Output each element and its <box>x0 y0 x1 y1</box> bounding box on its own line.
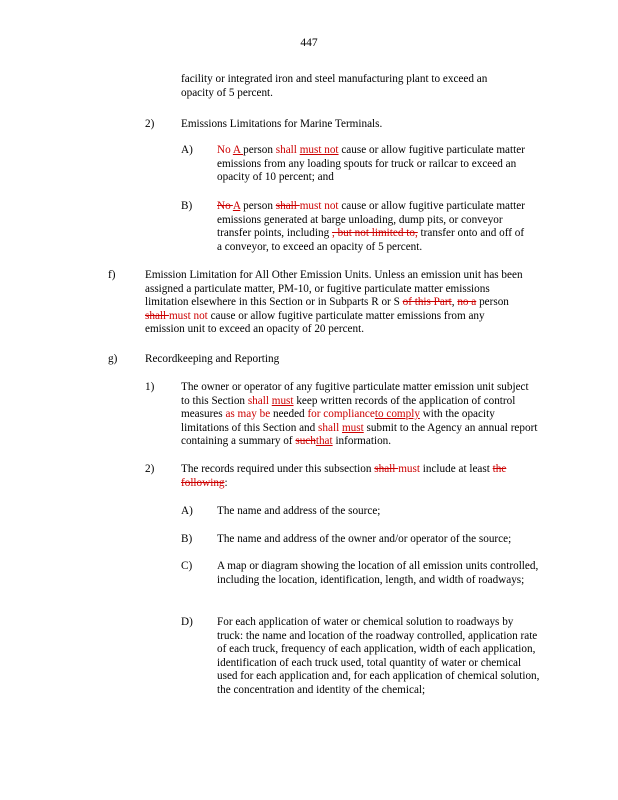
revision-inserted: must not <box>299 200 339 212</box>
item-g2-label: 2) <box>145 463 155 475</box>
item-g2c-text: A map or diagram showing the location of all emission units controlled, including the location, identification, length, and width of roadways; <box>217 560 539 586</box>
text-run: , <box>451 296 458 309</box>
item-2-label: 2) <box>145 118 155 130</box>
revision-deleted: shall <box>374 463 399 475</box>
revision-inserted: must not <box>168 309 208 322</box>
revision-inserted: to comply <box>374 408 420 421</box>
item-g2d-label: D) <box>181 616 193 628</box>
item-g2b-text: The name and address of the owner and/or operator of the source; <box>217 533 512 545</box>
text-run: : <box>224 476 228 489</box>
revision-deleted: shall <box>275 200 300 212</box>
revision-inserted: for compliance <box>307 408 375 421</box>
text-run: transfer onto and off of a conveyor, to exceed an opacity of 5 percent. <box>217 227 525 253</box>
item-2-title: Emissions Limitations for Marine Terminals. <box>181 118 383 130</box>
text-run: information. <box>332 435 392 448</box>
text-run: Emission Limitation for All Other Emission Units. Unless an emission unit has been assigned a particulate matter, PM-10, or fugitive particulate matter emissions limitation elsewhere in this Section or in Subparts R or S <box>145 269 523 309</box>
item-f-paragraph <box>145 269 527 337</box>
text-run: person <box>476 296 509 309</box>
item-g2c-label: C) <box>181 560 193 572</box>
text-run: person <box>243 144 276 156</box>
revision-inserted: A <box>232 144 244 156</box>
item-g2-paragraph <box>181 463 541 490</box>
item-g-label: g) <box>108 353 118 365</box>
item-g1-label: 1) <box>145 381 155 393</box>
revision-inserted: must <box>398 463 420 475</box>
item-g1-paragraph <box>181 381 539 449</box>
item-g-title: Recordkeeping and Reporting <box>145 353 280 365</box>
text-run: include at least <box>419 463 493 475</box>
revision-inserted: No <box>217 144 233 156</box>
revision-deleted: no a <box>457 296 477 309</box>
revision-deleted: of this Part <box>402 296 452 309</box>
revision-deleted: No <box>217 200 233 212</box>
revision-deleted: , but not limited to, <box>331 227 418 240</box>
item-g2d-text: For each application of water or chemical solution to roadways by truck: the name and location of the roadway controlled, application rate of each truck, frequency of each application, width of each application, identification of each truck used, total quantity of water or chemical used for each application and, for each application of chemical solution, the concentration and identity of the chemical; <box>217 616 540 696</box>
text-run: The owner or operator of any fugitive particulate matter emission unit subject to this Section <box>181 381 529 407</box>
revision-deleted: the following <box>181 463 507 489</box>
item-g2a-text: The name and address of the source; <box>217 505 381 517</box>
revision-inserted: shall <box>247 394 272 407</box>
revision-deleted: shall <box>145 309 169 322</box>
text-run: The records required under this subsection <box>181 463 375 475</box>
revision-inserted: that <box>315 435 333 448</box>
item-2b-label: B) <box>181 200 193 212</box>
text-run: cause or allow fugitive particulate matter emissions from any emission unit to exceed an opacity of 20 percent. <box>145 309 485 336</box>
text-run: needed <box>270 408 308 421</box>
continuation-paragraph: facility or integrated iron and steel manufacturing plant to exceed an opacity of 5 percent. <box>181 73 488 99</box>
item-2b-paragraph <box>217 200 527 254</box>
page-number: 447 <box>300 37 318 49</box>
revision-inserted: must not <box>299 144 339 156</box>
revision-inserted: as may be <box>225 408 271 421</box>
text-run: person <box>240 200 276 212</box>
revision-deleted: such <box>295 435 316 448</box>
revision-inserted: must <box>341 421 364 434</box>
revision-inserted: shall <box>318 421 342 434</box>
revision-inserted: shall <box>275 144 300 156</box>
item-2a-paragraph <box>217 144 527 185</box>
text-run: submit to the Agency an annual report containing a summary of <box>181 421 538 448</box>
item-g2a-label: A) <box>181 505 193 517</box>
item-g2b-label: B) <box>181 533 193 545</box>
text-run: cause or allow fugitive particulate matter emissions from any loading spouts for truck or railcar to exceed an opacity of 10 percent; and <box>217 144 525 184</box>
text-run: cause or allow fugitive particulate matter emissions generated at barge unloading, dump pits, or conveyor transfer points, including <box>217 200 525 240</box>
text-run: with the opacity limitations of this Section and <box>181 408 495 434</box>
text-run: keep written records of the application of control measures <box>181 394 516 421</box>
revision-inserted: A <box>232 200 241 212</box>
item-2a-label: A) <box>181 144 193 156</box>
revision-inserted: must <box>271 394 294 407</box>
item-f-label: f) <box>108 269 116 281</box>
